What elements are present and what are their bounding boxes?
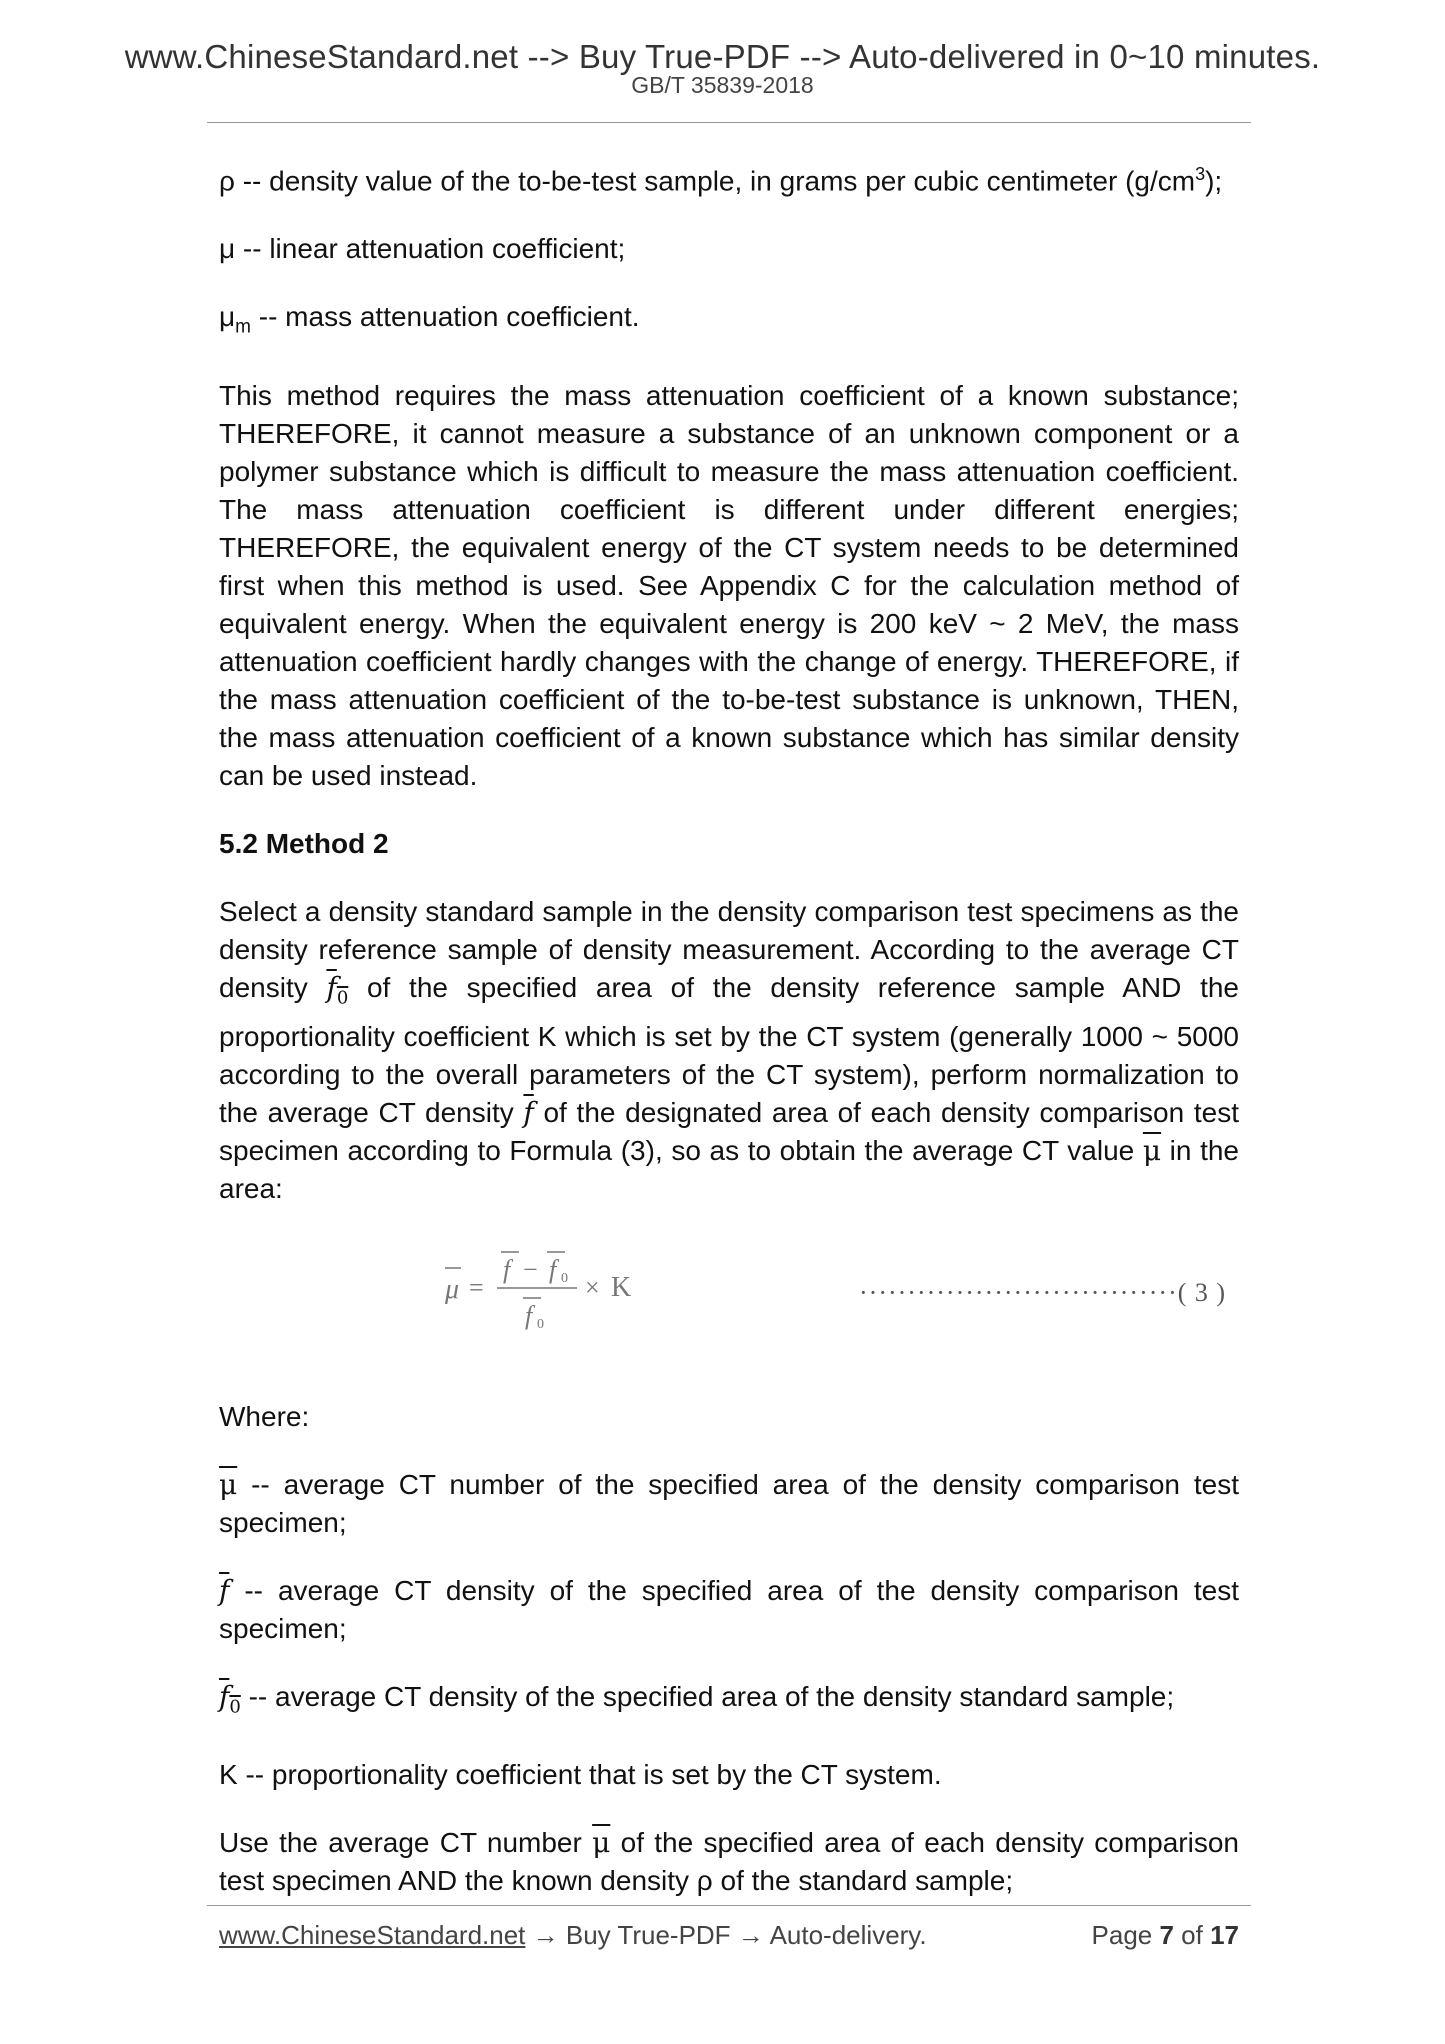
header-divider [207, 122, 1251, 123]
page-footer [219, 1920, 1239, 1951]
svg-text:K: K [611, 1271, 632, 1303]
f0-bar-symbol: $f_0$ [219, 1679, 241, 1718]
document-body [219, 155, 1239, 1930]
formula-3-number: ·································( 3 ) [859, 1277, 1227, 1307]
f-bar-symbol: $\overline{f}$ [219, 1573, 230, 1607]
svg-text:×: × [585, 1272, 600, 1302]
footer-link[interactable]: www.ChineseStandard.net [219, 1920, 526, 1950]
definition-mu-m: $\mu_m$ -- mass attenuation coefficient. [219, 301, 640, 338]
svg-text:−: − [523, 1254, 538, 1284]
svg-text:f: f [503, 1254, 511, 1284]
mu-bar-symbol: $\overline{\mu}$ [219, 1467, 238, 1501]
where-label: Where: [219, 1400, 310, 1432]
f0-bar-symbol: $f_0$ [326, 970, 349, 1009]
svg-text:=: = [469, 1272, 484, 1302]
svg-text:μ: μ [445, 1273, 460, 1305]
svg-text:f: f [525, 1300, 533, 1330]
paragraph-method1-notes: This method requires the mass attenuation coefficient of a known substance; THEREFORE, it cannot measure a substance of an unknown component or a polymer substance which is difficult to measure the mass attenuation coefficient. The mass attenuation coefficient is different under different energies; THEREFORE, the equivalent energy of the CT system needs to be determined first when this method is used. See Appendix C for the calculation method of equivalent energy. When the equivalent energy is 200 keV ~ 2 MeV, the mass attenuation coefficient hardly changes with the change of energy. THEREFORE, if the mass attenuation coefficient of the to-be-test substance is unknown, THEN, the mass attenuation coefficient of a known substance which has similar density can be used instead. [219, 379, 1239, 791]
svg-text:0: 0 [561, 1270, 568, 1286]
standard-number: GB/T 35839-2018 [631, 72, 814, 98]
footer-text: → Buy True-PDF → Auto-delivery. [525, 1920, 927, 1950]
f-bar-symbol: $\overline{f}$ [523, 1095, 534, 1129]
top-banner[interactable]: www.ChineseStandard.net --> Buy True-PDF --> Auto-delivered in 0~10 minutes. [124, 38, 1321, 75]
definition-rho: ρ -- density value of the to-be-test sample, in grams per cubic centimeter $(g/cm^3)$; [219, 164, 1223, 197]
definition-f-bar: $\overline{f}$ -- average CT density of the specified area of the density comparison test specimen; [219, 1573, 1239, 1644]
formula-3 [219, 1238, 1239, 1358]
definition-mu: μ -- linear attenuation coefficient; [219, 233, 626, 265]
mu-bar-symbol: $\overline{\mu}$ [592, 1826, 611, 1860]
heading-5-2: 5.2 Method 2 [219, 827, 389, 859]
footer-divider [207, 1905, 1251, 1906]
definition-mu-bar: $\overline{\mu}$ -- average CT number of the specified area of the density comparison test specimen; [219, 1467, 1239, 1538]
definition-K: K -- proportionality coefficient that is set by the CT system. [219, 1759, 942, 1791]
definition-f0-bar: $f_0$ -- average CT density of the specified area of the density standard sample; [219, 1679, 1175, 1718]
paragraph-final: Use the average CT number $\overline{\mu}$ of the specified area of each density comparison test specimen AND the known density ρ of the standard sample; [219, 1826, 1240, 1897]
formula-3-image [439, 1238, 679, 1348]
mu-bar-symbol: $\overline{\mu}$ [1142, 1133, 1162, 1167]
paragraph-method2: Select a density standard sample in the density comparison test specimens as the density reference sample of density measurement. According to the average CT density $f_0$ of the specified area of the density reference sample AND the proportionality coefficient K which is set by the CT system (generally 1000 ~ 5000 according to the overall parameters of the CT system), perform normalization to the average CT density $\overline{f}$ of the designated area of each density comparison test specimen according to Formula (3), so as to obtain the average CT value $\overline{\mu}$ in the area: [219, 895, 1240, 1204]
page-indicator: Page 7 of 17 [1091, 1920, 1239, 1950]
svg-text:0: 0 [537, 1316, 544, 1332]
svg-text:f: f [549, 1254, 557, 1284]
